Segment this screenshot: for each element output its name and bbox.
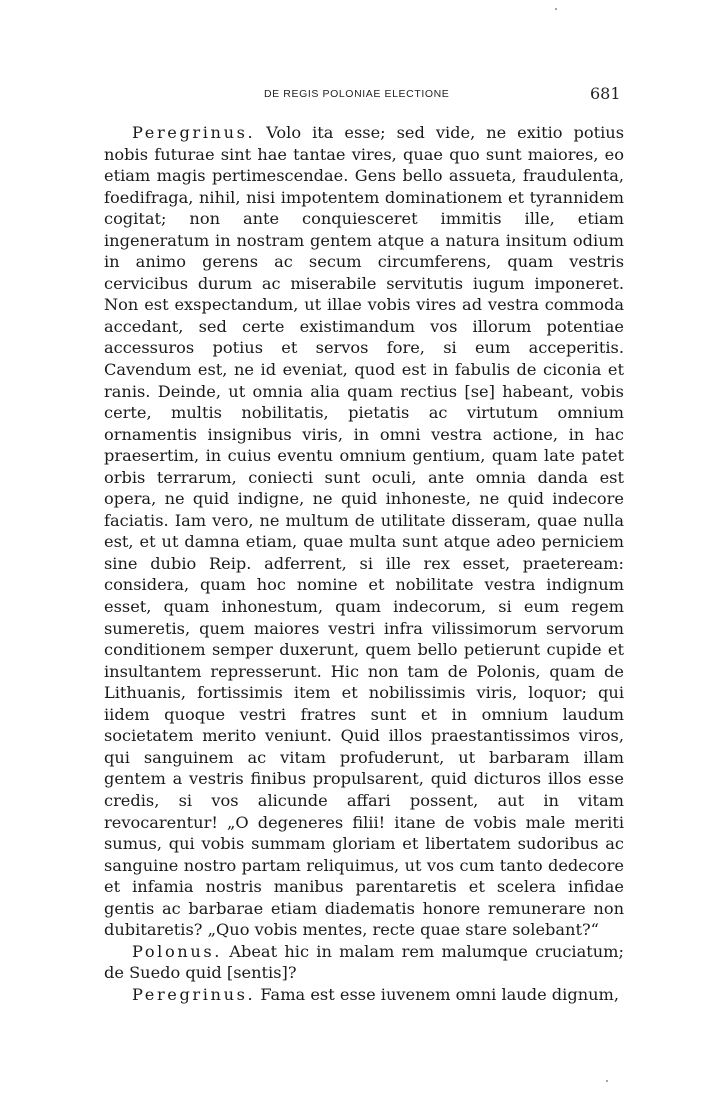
paragraph-peregrinus-1 [104,122,624,941]
scan-speck [555,8,557,10]
paragraph-polonus [104,941,624,984]
running-header [0,84,720,104]
paragraph-peregrinus-2 [104,984,624,1006]
speaker-name: Polonus. [132,941,223,961]
paragraph-text: Abeat hic in malam rem malumque cruciatum; de Suedo quid [sentis]? [104,941,624,983]
speaker-name: Peregrinus. [132,984,256,1004]
speaker-name: Peregrinus. [132,123,256,142]
paragraph-text: Fama est esse iuvenem omni laude dignum, [260,984,620,1004]
body-text [104,122,624,1005]
paragraph-text: Volo ita esse; sed vide, ne exitio potius nobis futurae sint hae tantae vires, quae quo sunt maiores, eo etiam magis pertimescendae. Gens bello assueta, fraudulenta, foedifraga, nihil, nisi impotentem dominationem et tyrannidem cogitat; non ante conquiesceret immitis ille, etiam ingeneratum in nostram gentem atque a natura insitum odium in animo gerens ac secum circumferens, quam vestris cervicibus durum ac miserabile servitutis iugum imponeret. Non est exspectandum, ut illae vobis vires ad vestra commoda accedant, sed certe existimandum vos illorum potentiae accessuros potius et servos fore, si eum acceperitis. Cavendum est, ne id eveniat, quod est in fabulis de ciconia et ranis. Deinde, ut omnia alia quam rectius [se] habeant, vobis certe, multis nobilitatis, pietatis ac virtutum omnium ornamentis insignibus viris, in omni vestra actione, in hac praesertim, in cuius eventu omnium gentium, quam late patet orbis terrarum, coniecti sunt oculi, ante omnia danda est opera, ne quid indigne, ne quid inhoneste, ne quid indecore faciatis. Iam vero, ne multum de utilitate disseram, quae nulla est, et ut damna etiam, quae multa sunt atque adeo perniciem sine dubio Reip. adferrent, si ille rex esset, praeteream: considera, quam hoc nomine et nobilitate vestra indignum esset, quam inhonestum, quam indecorum, si eum regem sumeretis, quem maiores vestri infra vilissimorum servorum conditionem semper duxerunt, quem bello petierunt cupide et insultantem represserunt. Hic non tam de Polonis, quam de Lithuanis, fortissimis item et nobilissimis viris, loquor; qui iidem quoque vestri fratres sunt et in omnium laudum societatem merito veniunt. Quid illos praestantissimos viros, qui sanguinem ac vitam profuderunt, ut barbaram illam gentem a vestris finibus propulsarent, quid dicturos illos esse credis, si vos alicunde affari possent, aut in vitam revocarentur! „O degeneres filii! itane de vobis male meriti sumus, qui vobis summam gloriam et libertatem sudoribus ac sanguine nostro partam reliquimus, ut vos cum tanto dedecore et infamia nostris manibus parentaretis et scelera infidae gentis ac barbarae etiam diadematis honore remunerare non dubitaretis? „Quo vobis mentes, recte quae stare solebant?“ [104,123,624,940]
page-number: 681 [590,84,621,103]
scan-speck [606,1080,608,1082]
running-title: DE REGIS POLONIAE ELECTIONE [264,88,450,100]
